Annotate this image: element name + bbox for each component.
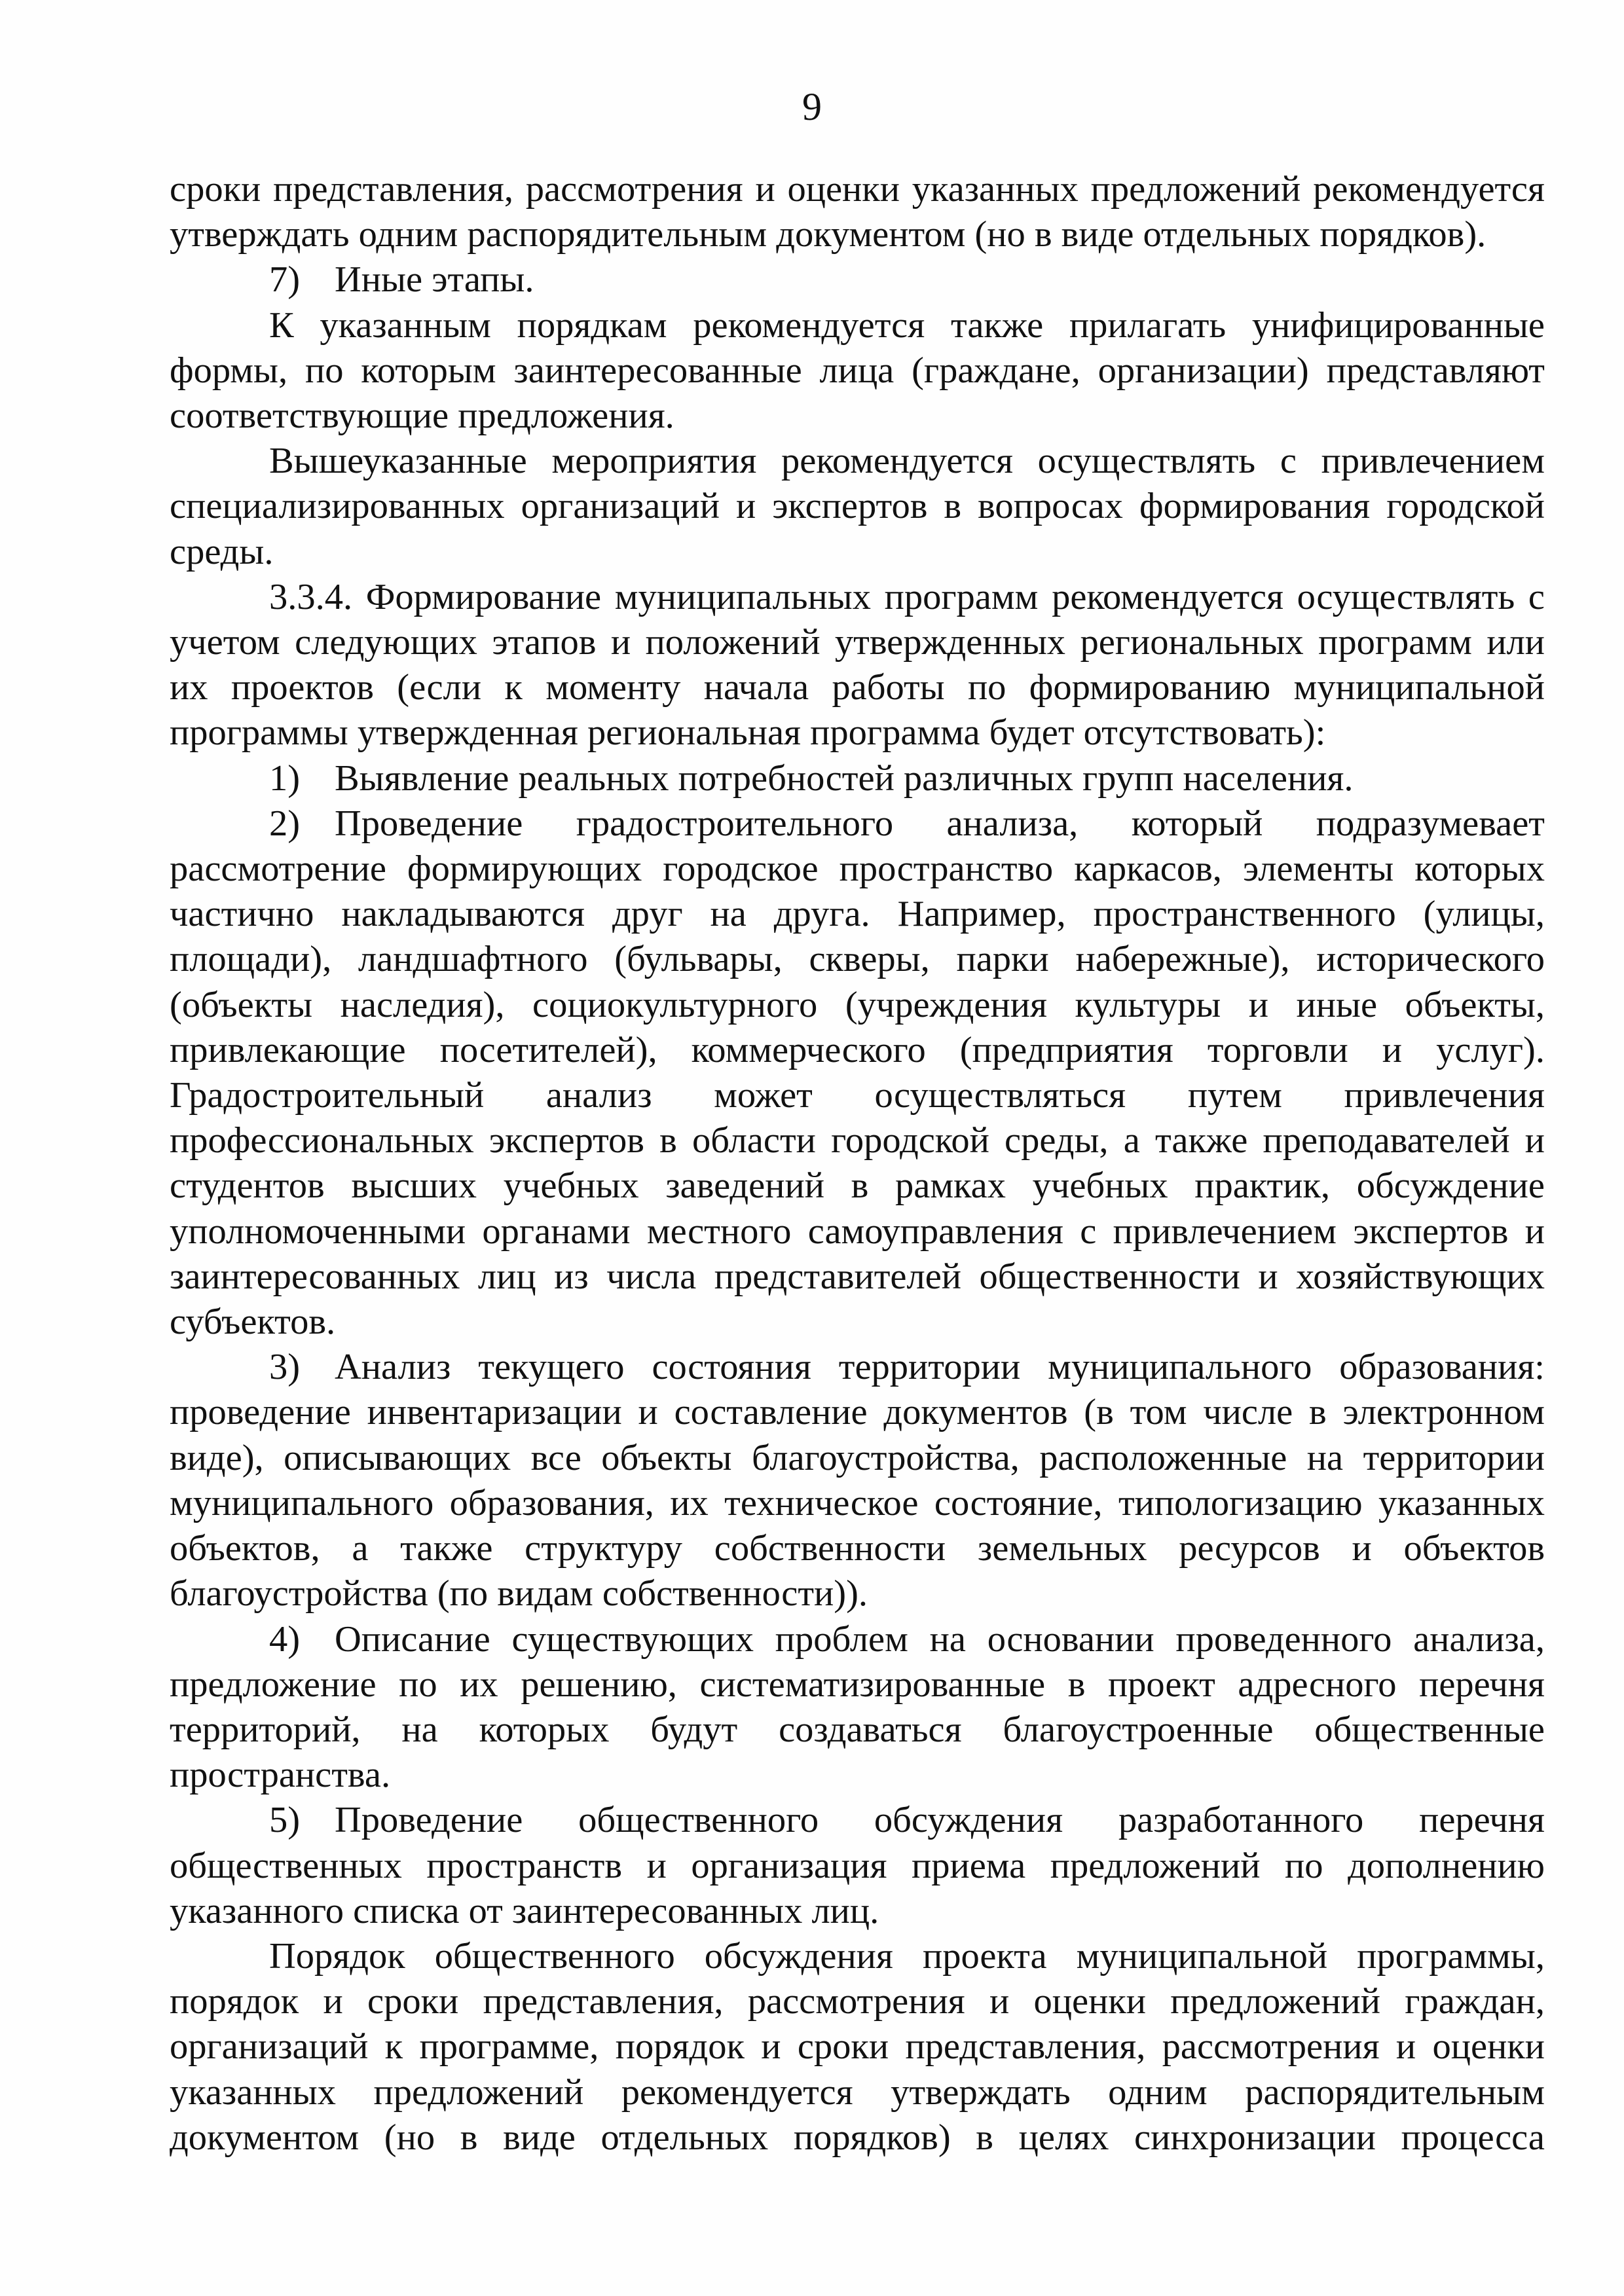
paragraph: Вышеуказанные мероприятия рекомендуется осуществлять с привлечением специализированных организаций и экспертов в вопросах формирования городской среды. <box>170 441 1545 572</box>
document-body <box>170 167 1545 2160</box>
list-item <box>170 1798 1545 1934</box>
list-item-text: Иные этапы. <box>335 259 534 301</box>
paragraph: Порядок общественного обсуждения проекта муниципальной программы, порядок и сроки представления, рассмотрения и оценки предложений граждан, организаций к программе, порядок и сроки представления, рассмотрения и оценки указанных предложений рекомендуется утверждать одним распорядительным документом (но в виде отдельных порядков) в целях синхронизации процесса <box>170 1935 1545 2158</box>
list-item <box>170 257 1545 302</box>
list-item-number: 4) <box>269 1618 301 1660</box>
list-item <box>170 756 1545 801</box>
page-number: 9 <box>802 85 822 128</box>
list-item-text: Анализ текущего состояния территории муниципального образования: проведение инвентаризации и составление документов (в том числе в электронном виде), описывающих все объекты благоустройства, расположенные на территории муниципального образования, их техническое состояние, типологизацию указанных объектов, а также структуру собственности земельных ресурсов и объектов благоустройства (по видам собственности)). <box>170 1347 1545 1614</box>
list-item-number: 1) <box>269 757 301 799</box>
paragraph: 3.3.4. Формирование муниципальных программ рекомендуется осуществлять с учетом следующих этапов и положений утвержденных региональных программ или их проектов (если к моменту начала работы по формированию муниципальной программы утвержденная региональная программа будет отсутствовать): <box>170 576 1545 754</box>
list-item <box>170 1345 1545 1616</box>
list-item-number: 2) <box>269 803 301 844</box>
list-item <box>170 1617 1545 1798</box>
list-item-text: Проведение общественного обсуждения разработанного перечня общественных пространств и организация приема предложений по дополнению указанного списка от заинтересованных лиц. <box>170 1800 1545 1931</box>
list-item <box>170 801 1545 1345</box>
paragraph: сроки представления, рассмотрения и оценки указанных предложений рекомендуется утверждать одним распорядительным документом (но в виде отдельных порядков). <box>170 169 1545 255</box>
list-item-number: 7) <box>269 259 301 301</box>
paragraph: К указанным порядкам рекомендуется также прилагать унифицированные формы, по которым заинтересованные лица (граждане, организации) представляют соответствующие предложения. <box>170 304 1545 437</box>
list-item-number: 3) <box>269 1347 301 1388</box>
list-item-text: Выявление реальных потребностей различных групп населения. <box>335 757 1354 799</box>
list-item-text: Описание существующих проблем на основании проведенного анализа, предложение по их решению, систематизированные в проект адресного перечня территорий, на которых будут создаваться благоустроенные общественные пространства. <box>170 1618 1545 1796</box>
list-item-text: Проведение градостроительного анализа, который подразумевает рассмотрение формирующих городское пространство каркасов, элементы которых частично накладываются друг на друга. Например, пространственного (улицы, площади), ландшафтного (бульвары, скверы, парки набережные), исторического (объекты наследия), социокультурного (учреждения культуры и иные объекты, привлекающие посетителей), коммерческого (предприятия торговли и услуг). Градостроительный анализ может осуществляться путем привлечения профессиональных экспертов в области городской среды, а также преподавателей и студентов высших учебных заведений в рамках учебных практик, обсуждение уполномоченными органами местного самоуправления с привлечением экспертов и заинтересованных лиц из числа представителей общественности и хозяйствующих субъектов. <box>170 803 1545 1343</box>
list-item-number: 5) <box>269 1800 301 1841</box>
